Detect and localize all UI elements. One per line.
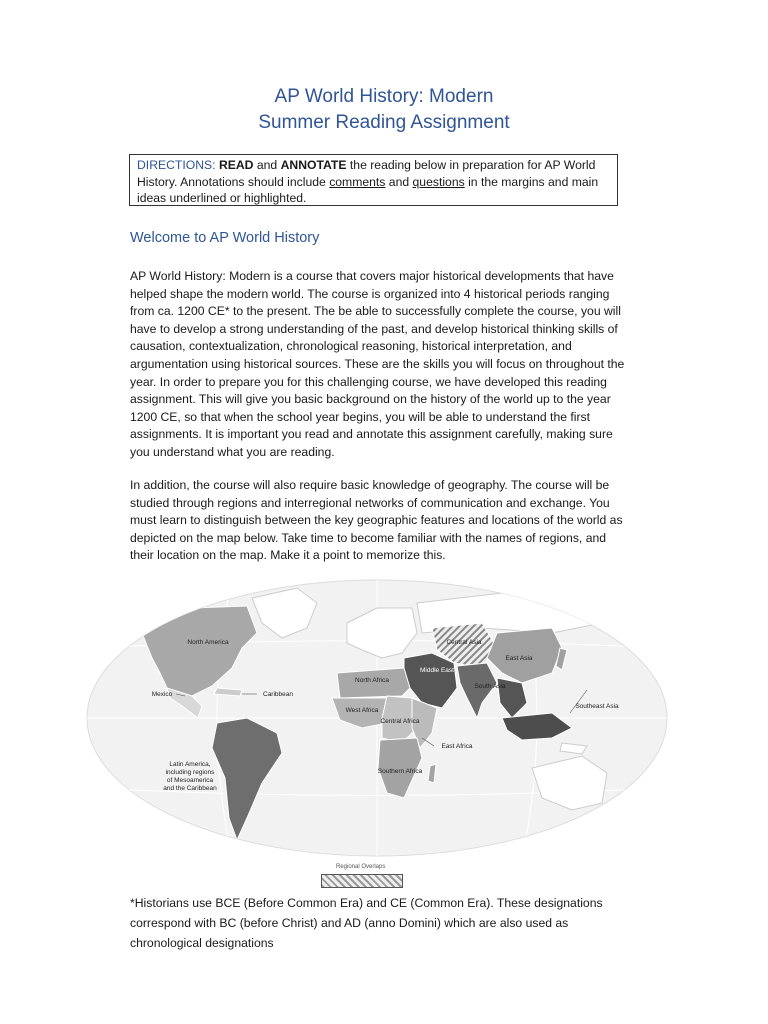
label-north-africa: North Africa (355, 677, 389, 684)
label-central-asia: Central Asia (446, 639, 482, 646)
directions-comments: comments (329, 174, 386, 189)
directions-questions: questions (412, 174, 465, 189)
legend-label: Regional Overlaps (336, 864, 386, 870)
label-latin-america-3: of Mesoamerica (166, 777, 214, 784)
title-line-1: AP World History: Modern (274, 86, 494, 107)
legend-overlap-swatch (321, 874, 403, 888)
label-latin-america-4: and the Caribbean (163, 785, 217, 792)
directions-and: and (256, 158, 278, 172)
paragraph-2: In addition, the course will also require basic knowledge of geography. The course will be studied through regions and interregional networks of communication and exchange. You must learn to distinguish between the key geographic features and locations of the world as depicted on the map below. Take time to become familiar with the names of regions, and their location on the map. Make it a point to memorize this. (130, 478, 623, 563)
label-north-america: North America (187, 639, 229, 646)
page-title (0, 84, 768, 136)
paragraph-1: AP World History: Modern is a course that covers major historical developments that have helped shape the modern world. The course is organized into 4 historical periods ranging from ca. 1200 CE* to the present. The be able to successfully complete the course, you will have to develop a strong understanding of the past, and develop historical thinking skills of causation, contextualization, chronological reasoning, historical interpretation, and argumentation using historical sources. These are the skills you will focus on throughout the year. In order to prepare you for this challenging course, we have developed this reading assignment. This will give you basic background on the history of the world up to the year 1200 CE, so that when the school year begins, you will be able to understand the first assignments. It is important you read and annotate this assignment carefully, making sure you understand what you are reading. (130, 269, 625, 459)
label-middle-east: Middle East (420, 667, 454, 674)
label-southern-africa: Southern Africa (377, 768, 423, 775)
world-map-svg (82, 578, 672, 858)
directions-annotate: ANNOTATE (280, 158, 347, 172)
directions-text-2: in the margins and main ideas underlined or highlighted. (137, 174, 599, 205)
section-heading: Welcome to AP World History (130, 230, 320, 246)
directions-text-1: the reading below in preparation for AP World History. Annotations should include (137, 158, 596, 189)
label-latin-america-2: including regions (165, 769, 215, 776)
directions-read: READ (218, 158, 254, 172)
label-south-asia: South Asia (474, 683, 506, 690)
label-central-africa: Central Africa (380, 718, 420, 725)
directions-label: DIRECTIONS: (137, 158, 216, 172)
world-regions-map (82, 578, 672, 858)
footnote: *Historians use BCE (Before Common Era) and CE (Common Era). These designations correspond with BC (before Christ) and AD (anno Domini) which are also used as chronological designations (130, 896, 603, 950)
label-southeast-asia: Southeast Asia (575, 703, 619, 710)
label-mexico: Mexico (151, 691, 173, 698)
directions-box: DIRECTIONS: READ and ANNOTATE the reading below in preparation for AP World History. Annotations should include comments and questions in the margins and main ideas underlined or highlighted. (129, 154, 618, 206)
label-caribbean: Caribbean (263, 691, 293, 698)
label-east-africa: East Africa (441, 743, 473, 750)
caribbean-shape (214, 688, 242, 696)
label-west-africa: West Africa (345, 707, 379, 714)
label-east-asia: East Asia (505, 655, 533, 662)
label-latin-america-1: Latin America, (169, 761, 211, 768)
title-line-2: Summer Reading Assignment (258, 112, 510, 133)
